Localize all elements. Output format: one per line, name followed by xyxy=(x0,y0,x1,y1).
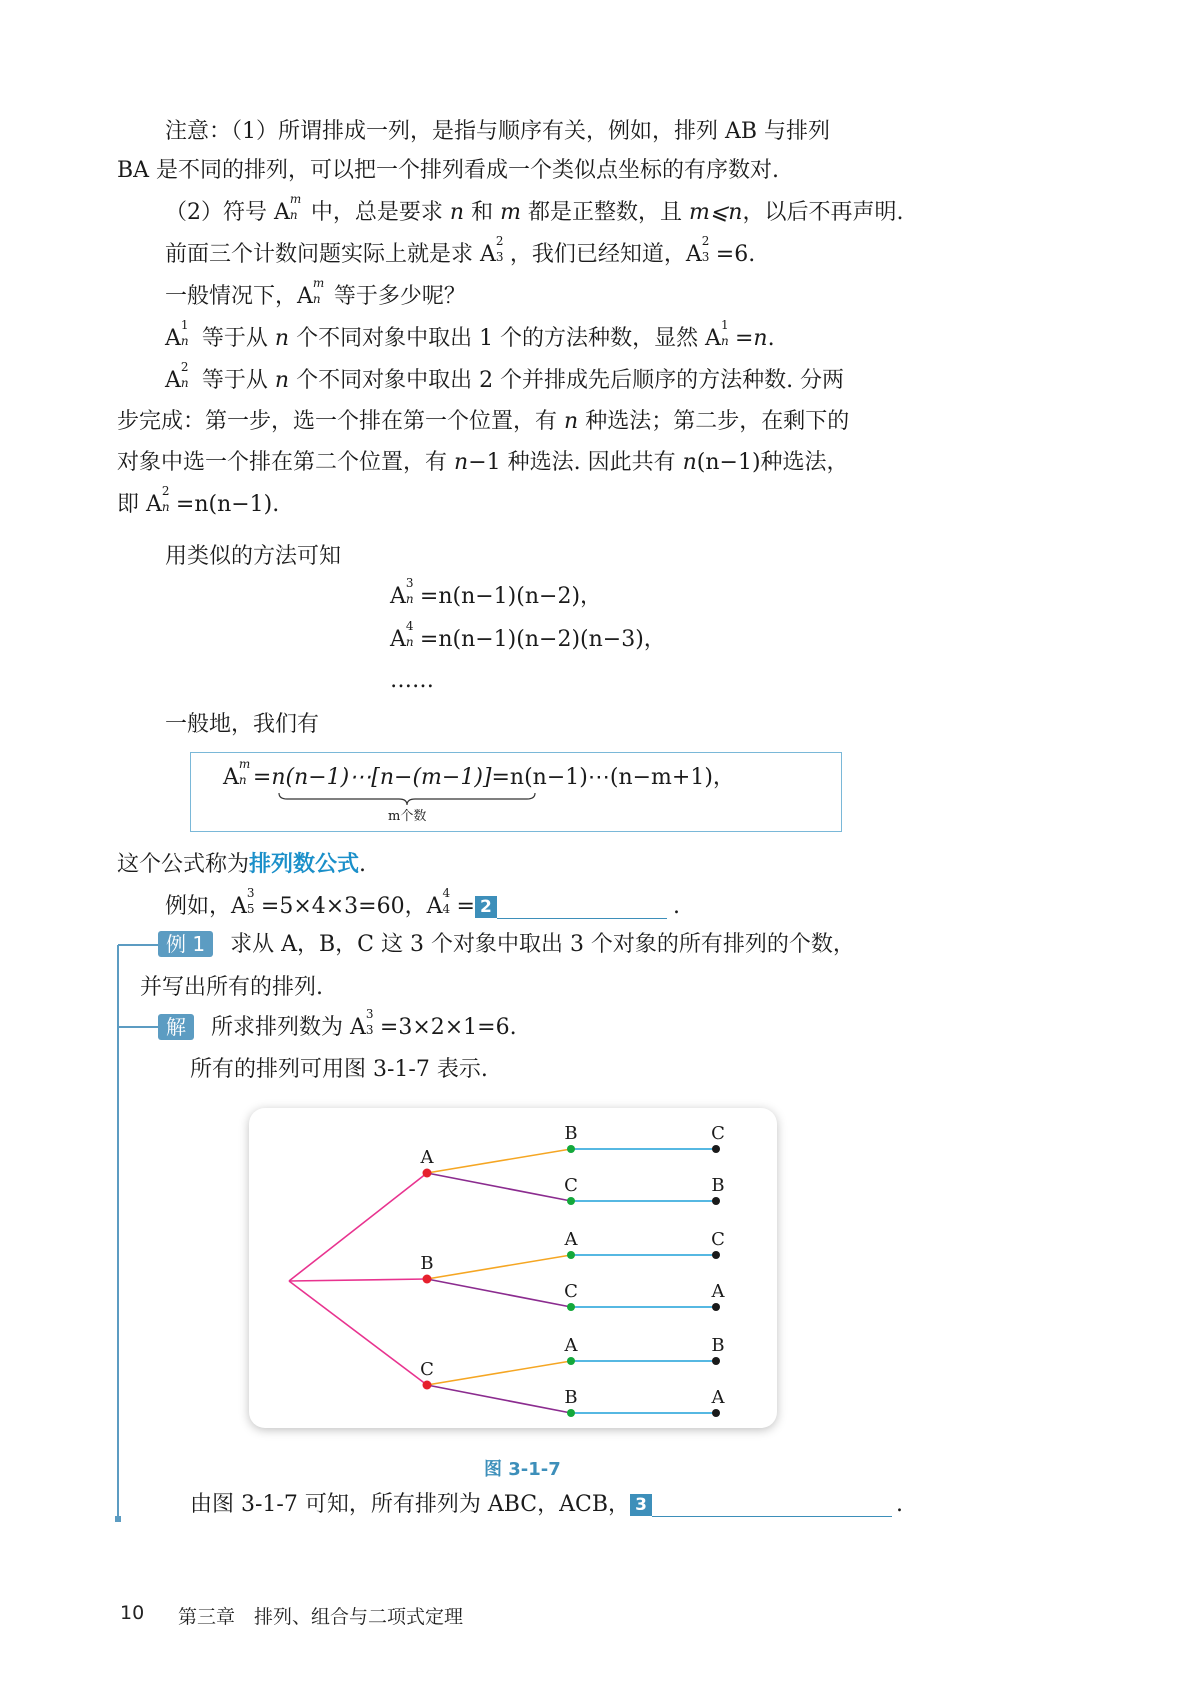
tree-diagram xyxy=(249,1108,777,1428)
conclusion-line: 由图 3-1-7 可知，所有排列为 ABC，ACB， 3 . xyxy=(190,1492,904,1517)
underbrace-label: m个数 xyxy=(388,809,427,824)
level-2-node xyxy=(567,1303,575,1311)
branch-edge xyxy=(427,1255,571,1279)
root-edge xyxy=(289,1173,427,1281)
solution-line-1: 解 所求排列数为 A 3 3 =3×2×1=6. xyxy=(158,1013,517,1043)
figure-caption: 图 3-1-7 xyxy=(484,1459,561,1480)
level-1-label: A xyxy=(420,1147,434,1168)
formula-name-term: 排列数公式 xyxy=(249,852,360,877)
leaf-node xyxy=(712,1409,720,1417)
note-paragraph-4: 一般情况下，A m n 等于多少呢？ xyxy=(165,276,466,309)
level-2-node xyxy=(567,1251,575,1259)
branch-edge xyxy=(427,1361,571,1385)
blank-2-number: 2 xyxy=(475,896,497,918)
level-1-node xyxy=(423,1275,432,1284)
leaf-label: A xyxy=(711,1387,725,1408)
branch-edge xyxy=(427,1173,571,1201)
note-paragraph-5: A 1 n 等于从 n 个不同对象中取出 1 个的方法种数，显然 A 1 n =n. xyxy=(165,318,775,351)
note-paragraph-6-line-3: 对象中选一个排在第二个位置，有 n−1 种选法. 因此共有 n(n−1)种选法， xyxy=(117,450,849,475)
general-text: 一般地，我们有 xyxy=(165,712,320,737)
level-1-node xyxy=(423,1381,432,1390)
solution-tag: 解 xyxy=(158,1014,194,1040)
blank-3-number: 3 xyxy=(630,1494,652,1516)
permutation-formula: A m n =n(n−1)⋯[n−(m−1)]=n(n−1)⋯(n−m+1)， xyxy=(223,757,735,790)
leaf-node xyxy=(712,1197,720,1205)
page-number: 10 xyxy=(120,1602,145,1624)
example-1-tag: 例 1 xyxy=(158,931,213,957)
note-line-1: 注意：（1）所谓排成一列，是指与顺序有关，例如，排列 AB 与排列 xyxy=(165,119,831,144)
level-2-label: C xyxy=(564,1175,578,1196)
level-2-node xyxy=(567,1145,575,1153)
leaf-label: A xyxy=(711,1281,725,1302)
note-paragraph-3: 前面三个计数问题实际上就是求 A 2 3 ，我们已经知道，A 2 3 =6. xyxy=(165,234,756,267)
note-paragraph-6-line-1: A 2 n 等于从 n 个不同对象中取出 2 个并排成先后顺序的方法种数. 分两 xyxy=(165,360,845,393)
note-paragraph-6-line-4: 即 A 2 n =n(n−1). xyxy=(117,484,280,517)
note-paragraph-6-line-2: 步完成：第一步，选一个排在第一个位置，有 n 种选法；第二步，在剩下的 xyxy=(117,409,850,434)
leaf-label: B xyxy=(711,1335,725,1356)
formula-ellipsis: …… xyxy=(390,668,434,693)
level-1-label: C xyxy=(420,1359,434,1380)
level-2-node xyxy=(567,1197,575,1205)
level-2-node xyxy=(567,1409,575,1417)
leaf-node xyxy=(712,1303,720,1311)
level-2-label: A xyxy=(564,1229,578,1250)
formula-a-n-3: A 3 n =n(n−1)(n−2)， xyxy=(390,576,603,609)
example-1-line-1: 例 1 求从 A，B，C 这 3 个对象中取出 3 个对象的所有排列的个数， xyxy=(158,930,855,960)
note-paragraph-2: （2）符号 A m n 中，总是要求 n 和 m 都是正整数，且 m⩽n，以后不再声明. xyxy=(165,192,904,225)
level-1-label: B xyxy=(420,1253,434,1274)
note-line-2: BA 是不同的排列，可以把一个排列看成一个类似点坐标的有序数对. xyxy=(117,158,780,183)
tree-diagram-card xyxy=(249,1108,777,1428)
root-edge xyxy=(289,1281,427,1385)
formula-a-n-4: A 4 n =n(n−1)(n−2)(n−3)， xyxy=(390,619,666,652)
leaf-label: C xyxy=(711,1123,725,1144)
level-2-label: B xyxy=(564,1123,578,1144)
leaf-node xyxy=(712,1145,720,1153)
level-2-label: C xyxy=(564,1281,578,1302)
level-2-node xyxy=(567,1357,575,1365)
level-1-node xyxy=(423,1169,432,1178)
similar-method-text: 用类似的方法可知 xyxy=(165,544,342,569)
branch-edge xyxy=(427,1149,571,1173)
root-edge xyxy=(289,1279,427,1281)
leaf-node xyxy=(712,1251,720,1259)
example-line: 例如，A 3 5 =5×4×3=60，A 4 4 = 2 . xyxy=(165,886,680,919)
leaf-label: B xyxy=(711,1175,725,1196)
example-1-line-2: 并写出所有的排列. xyxy=(140,975,323,1000)
branch-edge xyxy=(427,1279,571,1307)
blank-3-answer-line[interactable] xyxy=(652,1494,892,1517)
branch-edge xyxy=(427,1385,571,1413)
formula-product: n(n−1)⋯[n−(m−1)] xyxy=(271,765,492,790)
formula-name-line: 这个公式称为排列数公式. xyxy=(117,852,367,877)
level-2-label: B xyxy=(564,1387,578,1408)
leaf-node xyxy=(712,1357,720,1365)
solution-line-2: 所有的排列可用图 3-1-7 表示. xyxy=(190,1057,488,1082)
leaf-label: C xyxy=(711,1229,725,1250)
chapter-title: 第三章 排列、组合与二项式定理 xyxy=(178,1606,464,1628)
level-2-label: A xyxy=(564,1335,578,1356)
